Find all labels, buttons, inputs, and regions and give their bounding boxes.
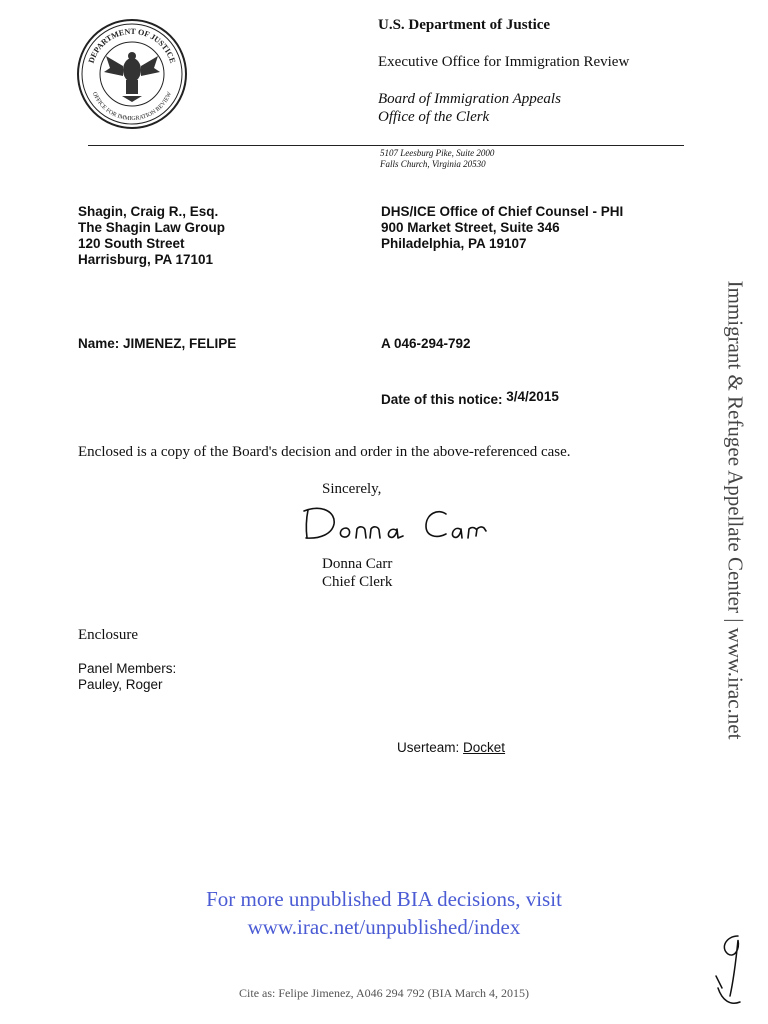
- recipient-address: [78, 204, 225, 268]
- counsel-line: Philadelphia, PA 19107: [381, 236, 527, 251]
- address-line-1: 5107 Leesburg Pike, Suite 2000: [380, 148, 495, 158]
- promo-link[interactable]: www.irac.net/unpublished/index: [247, 915, 521, 939]
- notice-date: [381, 389, 559, 408]
- recipient-line: Shagin, Craig R., Esq.: [78, 204, 219, 219]
- case-name: Name: JIMENEZ, FELIPE: [78, 336, 237, 351]
- department-name: U.S. Department of Justice: [378, 17, 551, 33]
- counsel-line: 900 Market Street, Suite 346: [381, 220, 560, 235]
- notice-date-label: Date of this notice:: [381, 392, 503, 407]
- irac-watermark: Immigrant & Refugee Appellate Center | www.irac.net: [723, 280, 748, 740]
- handwritten-signature: [300, 498, 500, 553]
- recipient-line: Harrisburg, PA 17101: [78, 252, 214, 267]
- doj-seal: [76, 18, 188, 130]
- promo-line-1: For more unpublished BIA decisions, visit: [206, 887, 562, 911]
- clerk-office: Office of the Clerk: [378, 109, 490, 125]
- panel-label: Panel Members:: [78, 661, 177, 676]
- counsel-address: [381, 204, 623, 252]
- recipient-line: The Shagin Law Group: [78, 220, 226, 235]
- recipient-line: 120 South Street: [78, 236, 185, 251]
- a-number: A 046-294-792: [381, 336, 471, 351]
- signer-title: Chief Clerk: [322, 574, 393, 590]
- board-name: Board of Immigration Appeals: [378, 91, 561, 107]
- office-name: Executive Office for Immigration Review: [378, 54, 630, 70]
- address-line-2: Falls Church, Virginia 20530: [380, 159, 486, 169]
- closing: Sincerely,: [322, 481, 382, 497]
- panel-member: Pauley, Roger: [78, 677, 163, 692]
- letter-body: Enclosed is a copy of the Board's decision and order in the above-referenced case.: [78, 444, 571, 460]
- header-rule: [88, 145, 684, 146]
- counsel-line: DHS/ICE Office of Chief Counsel - PHI: [381, 204, 624, 219]
- seal-text-top: DEPARTMENT OF JUSTICE: [86, 26, 178, 65]
- citation: Cite as: Felipe Jimenez, A046 294 792 (BIA March 4, 2015): [239, 986, 529, 1000]
- userteam-label: Userteam:: [397, 740, 460, 755]
- userteam-docket-link[interactable]: Docket: [463, 740, 506, 755]
- enclosure: Enclosure: [78, 627, 138, 643]
- signer-name: Donna Carr: [322, 556, 393, 572]
- notice-date-value: 3/4/2015: [506, 389, 559, 404]
- handwritten-initials: [710, 930, 750, 1015]
- userteam: [397, 740, 505, 756]
- seal-text-bottom: OFFICE FOR IMMIGRATION REVIEW: [90, 91, 174, 123]
